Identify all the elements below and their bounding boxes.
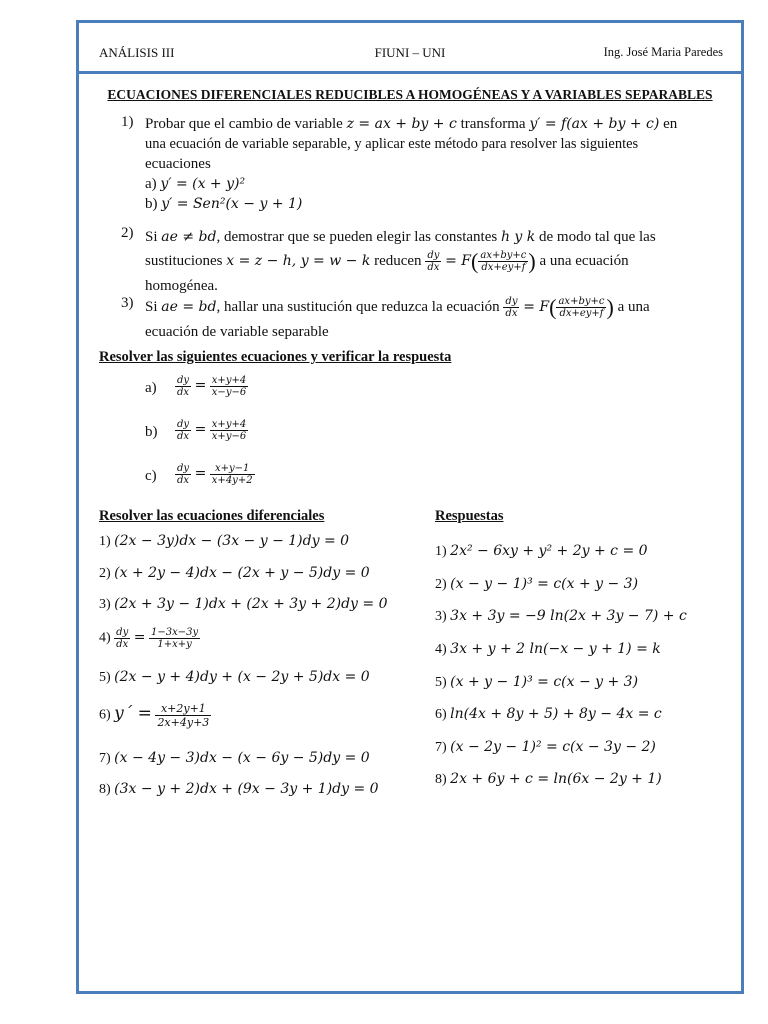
section-verify-heading: Resolver las siguientes ecuaciones y verificar la respuesta [99, 349, 452, 365]
verify-a-dydx [175, 375, 191, 398]
problem3-numerator: ax+by+c [558, 296, 605, 308]
answer-8-equation: 2x + 6y + c = ln(6x − 2y + 1) [450, 771, 662, 787]
solve-4-numerator: 1−3x−3y [150, 627, 199, 638]
verify-b-fraction [210, 419, 248, 442]
answer-5-label: 5) [435, 675, 447, 690]
problem3 [145, 295, 735, 344]
problem2-number: 2) [121, 225, 134, 241]
verify-b-denominator: x+y−6 [211, 431, 247, 442]
problem2-line2: sustituciones x = z − h, y = w − k reducen $\frac{dy}{dx}$ = F( $\frac{ax+by+c}{dx+ey+f}$ ) a una ecuación [145, 248, 629, 274]
problem3-F: = F [523, 299, 550, 315]
problem2-math3: x = z − h, y = w − k [226, 253, 371, 269]
solve-4-equals: = [133, 629, 146, 646]
solve-item-6 [99, 702, 211, 729]
solve-6-denominator: 2x+4y+3 [157, 716, 210, 729]
solve-4-dy: dy [116, 627, 129, 638]
verify-c-equation [175, 463, 255, 486]
solve-4-label: 4) [99, 630, 111, 646]
problem1-text1: Probar que el cambio de variable [145, 116, 343, 132]
problem3-line1: Si ae = bd, hallar una sustitución que reduzca la ecuación $\frac{dy}{dx}$ = F( $\frac{ax+by+c}{dx+ey+f}$ ) a una [145, 294, 650, 320]
problem1-b-equation: y′ = Sen²(x − y + 1) [161, 196, 303, 212]
problem1-item-b [145, 194, 735, 214]
problem3-math1: ae = bd [161, 299, 217, 315]
problem1-math1: z = ax + by + c [346, 116, 457, 132]
answer-8-label: 8) [435, 772, 447, 787]
verify-b-label: b) [145, 424, 158, 440]
solve-4-denominator: 1+x+y [157, 639, 192, 650]
verify-a-dy: dy [177, 375, 190, 386]
answer-4-equation: 3x + y + 2 ln(−x − y + 1) = k [450, 641, 661, 657]
solve-1-label: 1) [99, 534, 111, 549]
answer-3-equation: 3x + 3y = −9 ln(2x + 3y − 7) + c [450, 608, 687, 624]
solve-1-equation: (2x − 3y)dx − (3x − y − 1)dy = 0 [114, 533, 350, 549]
answer-4-label: 4) [435, 642, 447, 657]
verify-c-dy: dy [177, 463, 190, 474]
solve-item-7 [99, 750, 370, 767]
problem2-dydx [425, 250, 441, 273]
problem3-text2: , hallar una sustitución que reduzca la ecuación [216, 299, 500, 315]
problem3-dydx [503, 296, 519, 319]
answer-item-8 [435, 771, 662, 788]
problem1-line1 [145, 114, 735, 134]
verify-b-equals: = [194, 421, 207, 438]
problem1-item-a [145, 174, 735, 194]
problem3-line2: ecuación de variable separable [145, 323, 329, 340]
problem2-math2: h y k [500, 229, 536, 245]
solve-item-3 [99, 596, 388, 613]
problem2-fraction [478, 250, 528, 273]
answer-item-3 [435, 608, 687, 625]
problem2-text5: reducen [374, 253, 422, 269]
solve-3-label: 3) [99, 597, 111, 612]
header-author: Ing. José Maria Paredes [603, 45, 723, 59]
problem2-text3: de modo tal que las [539, 229, 656, 245]
answer-item-2 [435, 576, 638, 593]
verify-c-equals: = [194, 465, 207, 482]
problem2-text6: a una ecuación [539, 253, 629, 269]
verify-a-equals: = [194, 377, 207, 394]
problem1-line3: ecuaciones [145, 156, 211, 172]
problem1-text2: transforma [460, 116, 526, 132]
page-title: ECUACIONES DIFERENCIALES REDUCIBLES A HOMOGÉNEAS Y A VARIABLES SEPARABLES [107, 87, 713, 102]
problem1-text3: en [663, 116, 678, 132]
solve-6-fraction [155, 702, 211, 729]
solve-item-1 [99, 533, 349, 550]
problem2-text1: Si [145, 229, 158, 245]
answer-5-equation: (x + y − 1)³ = c(x − y + 3) [450, 674, 639, 690]
section-answers-heading: Respuestas [435, 508, 504, 524]
problem1-a-label: a) [145, 176, 157, 192]
solve-2-equation: (x + 2y − 4)dx − (2x + y − 5)dy = 0 [114, 565, 370, 581]
problem1-line2: una ecuación de variable separable, y aplicar este método para resolver las siguientes [145, 136, 639, 152]
verify-b-dydx [175, 419, 191, 442]
section-solve-heading: Resolver las ecuaciones diferenciales [99, 508, 325, 524]
problem2-math1: ae ≠ bd [161, 229, 217, 245]
page-frame [76, 20, 744, 994]
solve-6-lhs: y´ = [114, 703, 152, 724]
problem1-b-label: b) [145, 196, 158, 212]
solve-item-8 [99, 781, 379, 798]
solve-3-equation: (2x + 3y − 1)dx + (2x + 3y + 2)dy = 0 [114, 596, 388, 612]
problem3-number: 3) [121, 295, 134, 311]
verify-a-fraction [210, 375, 248, 398]
answer-1-equation: 2x² − 6xy + y² + 2y + c = 0 [450, 543, 648, 559]
problem2-text2: , demostrar que se pueden elegir las constantes [216, 229, 498, 245]
answer-item-6 [435, 706, 662, 723]
problem3-dy: dy [505, 296, 518, 308]
solve-5-equation: (2x − y + 4)dy + (x − 2y + 5)dx = 0 [114, 669, 370, 685]
answer-item-1 [435, 543, 648, 560]
verify-c-fraction [210, 463, 255, 486]
answer-item-4 [435, 641, 661, 658]
answer-6-label: 6) [435, 707, 447, 722]
verify-a-numerator: x+y+4 [211, 375, 247, 386]
answer-7-label: 7) [435, 740, 447, 755]
solve-8-equation: (3x − y + 2)dx + (9x − 3y + 1)dy = 0 [114, 781, 379, 797]
answer-item-7 [435, 739, 656, 756]
verify-a-denominator: x−y−6 [211, 387, 247, 398]
solve-4-dydx [114, 627, 130, 650]
header-rule [79, 71, 741, 74]
solve-2-label: 2) [99, 566, 111, 581]
answer-7-equation: (x − 2y − 1)² = c(x − 3y − 2) [450, 739, 656, 755]
header-institution: FIUNI – UNI [374, 45, 446, 60]
verify-b-equation [175, 419, 248, 442]
problem3-denominator: dx+ey+f [559, 308, 604, 320]
answer-6-equation: ln(4x + 8y + 5) + 8y − 4x = c [450, 706, 662, 722]
solve-4-fraction [149, 627, 200, 650]
problem3-text3: a una [617, 299, 650, 315]
problem2-line3: homogénea. [145, 277, 218, 294]
verify-c-numerator: x+y−1 [210, 463, 255, 475]
verify-a-equation [175, 375, 248, 398]
verify-b-dx: dx [177, 431, 190, 442]
answer-2-equation: (x − y − 1)³ = c(x + y − 3) [450, 576, 639, 592]
problem2-F: = F [445, 253, 472, 269]
problem2-dy: dy [427, 250, 440, 262]
solve-5-label: 5) [99, 670, 111, 685]
verify-c-label: c) [145, 468, 157, 484]
problem2 [145, 225, 735, 298]
problem2-denominator: dx+ey+f [481, 262, 526, 274]
verify-a-dx: dx [177, 387, 190, 398]
problem2-dx: dx [427, 262, 440, 274]
solve-item-4 [99, 627, 200, 650]
answer-2-label: 2) [435, 577, 447, 592]
solve-4-dx: dx [116, 639, 129, 650]
solve-8-label: 8) [99, 782, 111, 797]
solve-7-equation: (x − 4y − 3)dx − (x − 6y − 5)dy = 0 [114, 750, 370, 766]
problem3-text1: Si [145, 299, 158, 315]
problem1 [145, 114, 735, 214]
problem1-number: 1) [121, 114, 134, 130]
problem1-a-equation: y′ = (x + y)² [160, 176, 246, 192]
verify-c-dx: dx [177, 475, 190, 486]
verify-c-dydx [175, 463, 191, 486]
verify-b-dy: dy [177, 419, 190, 430]
solve-6-label: 6) [99, 707, 111, 723]
problem1-math2: y′ = f(ax + by + c) [529, 116, 660, 132]
problem3-fraction [556, 296, 606, 319]
verify-c-denominator: x+4y+2 [211, 475, 253, 486]
verify-a-label: a) [145, 380, 157, 396]
solve-7-label: 7) [99, 751, 111, 766]
solve-item-5 [99, 669, 370, 686]
answer-1-label: 1) [435, 544, 447, 559]
problem3-dx: dx [505, 308, 518, 320]
answer-3-label: 3) [435, 609, 447, 624]
problem2-numerator: ax+by+c [480, 250, 527, 262]
problem2-line1 [145, 225, 735, 249]
header-course: ANÁLISIS III [99, 45, 175, 60]
answer-item-5 [435, 674, 638, 691]
problem2-text4: sustituciones [145, 253, 223, 269]
solve-item-2 [99, 565, 370, 582]
verify-b-numerator: x+y+4 [211, 419, 247, 430]
solve-6-numerator: x+2y+1 [155, 702, 211, 716]
